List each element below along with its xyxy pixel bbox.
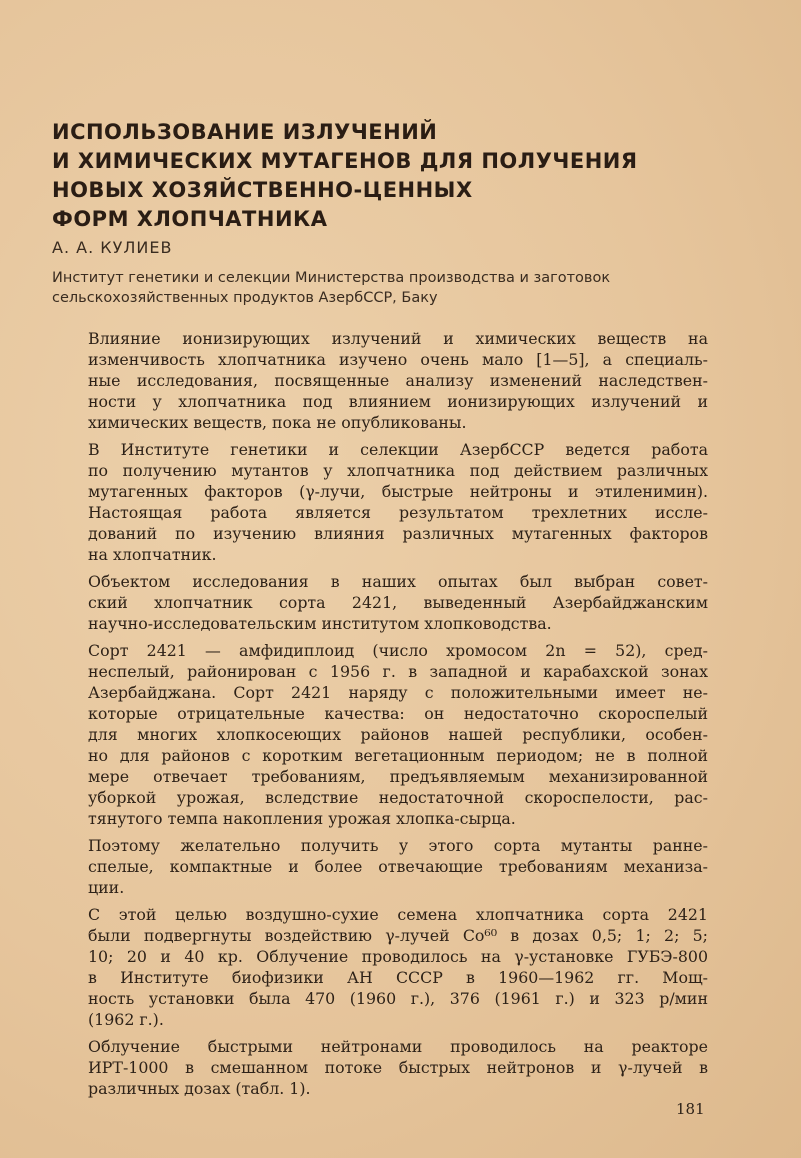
body-line: Облучение быстрыми нейтронами проводилось на реакторе: [88, 1037, 708, 1056]
title-line: И ХИМИЧЕСКИХ МУТАГЕНОВ ДЛЯ ПОЛУЧЕНИЯ: [52, 149, 638, 173]
body-line: (1962 г.).: [88, 1010, 164, 1029]
body-line: химических веществ, пока не опубликованы.: [88, 413, 467, 432]
body-line: которые отрицательные качества: он недостаточно скороспелый: [88, 704, 708, 723]
body-line: спелые, компактные и более отвечающие требованиям механиза-: [88, 857, 708, 876]
body-paragraph: [88, 328, 708, 433]
title-line: ИСПОЛЬЗОВАНИЕ ИЗЛУЧЕНИЙ: [52, 120, 438, 144]
body-line: В Институте генетики и селекции АзербССР ведется работа: [88, 440, 708, 459]
body-line: на хлопчатник.: [88, 545, 217, 564]
affiliation-line: сельскохозяйственных продуктов АзербССР, Баку: [52, 290, 438, 306]
body-line: ский хлопчатник сорта 2421, выведенный Азербайджанским: [88, 593, 708, 612]
body-line: мере отвечает требованиям, предъявляемым механизированной: [88, 767, 708, 786]
page-number: 181: [676, 1100, 705, 1118]
body-line: по получению мутантов у хлопчатника под действием различных: [88, 461, 708, 480]
body-line: научно-исследовательским институтом хлопководства.: [88, 614, 552, 633]
body-line: ные исследования, посвященные анализу изменений наследствен-: [88, 371, 708, 390]
body-paragraph: [88, 571, 708, 634]
body-line: были подвергнуты воздействию γ-лучей Co⁶⁰ в дозах 0,5; 1; 2; 5;: [88, 926, 708, 945]
body-line: изменчивость хлопчатника изучено очень мало [1—5], а специаль-: [88, 350, 708, 369]
body-line: Настоящая работа является результатом трехлетних иссле-: [88, 503, 708, 522]
body-paragraph: [88, 835, 708, 898]
body-line: Объектом исследования в наших опытах был выбран совет-: [88, 572, 708, 591]
body-line: ции.: [88, 878, 125, 897]
body-line: ность установки была 470 (1960 г.), 376 (1961 г.) и 323 р/мин: [88, 989, 708, 1008]
title-line: ФОРМ ХЛОПЧАТНИКА: [52, 207, 328, 231]
body-line: С этой целью воздушно-сухие семена хлопчатника сорта 2421: [88, 905, 708, 924]
body-line: дований по изучению влияния различных мутагенных факторов: [88, 524, 708, 543]
body-paragraph: [88, 1036, 708, 1099]
author-affiliation: [52, 268, 692, 308]
body-line: неспелый, районирован с 1956 г. в западной и карабахской зонах: [88, 662, 708, 681]
body-paragraph: [88, 640, 708, 829]
article-title: [52, 118, 692, 234]
body-line: для многих хлопкосеющих районов нашей республики, особен-: [88, 725, 708, 744]
body-line: но для районов с коротким вегетационным периодом; не в полной: [88, 746, 708, 765]
author-name: А. А. КУЛИЕВ: [52, 238, 173, 257]
body-line: ИРТ-1000 в смешанном потоке быстрых нейтронов и γ-лучей в: [88, 1058, 708, 1077]
body-line: Влияние ионизирующих излучений и химических веществ на: [88, 329, 708, 348]
body-line: 10; 20 и 40 кр. Облучение проводилось на γ-установке ГУБЭ-800: [88, 947, 708, 966]
body-line: различных дозах (табл. 1).: [88, 1079, 311, 1098]
body-line: мутагенных факторов (γ-лучи, быстрые нейтроны и этиленимин).: [88, 482, 708, 501]
body-line: Поэтому желательно получить у этого сорта мутанты ранне-: [88, 836, 708, 855]
body-paragraph: [88, 439, 708, 565]
body-line: Сорт 2421 — амфидиплоид (число хромосом 2n = 52), сред-: [88, 641, 708, 660]
article-body: [88, 328, 708, 1105]
body-line: Азербайджана. Сорт 2421 наряду с положительными имеет не-: [88, 683, 708, 702]
affiliation-line: Институт генетики и селекции Министерства производства и заготовок: [52, 270, 611, 286]
body-line: в Институте биофизики АН СССР в 1960—1962 гг. Мощ-: [88, 968, 708, 987]
body-line: тянутого темпа накопления урожая хлопка-сырца.: [88, 809, 516, 828]
body-paragraph: [88, 904, 708, 1030]
title-line: НОВЫХ ХОЗЯЙСТВЕННО-ЦЕННЫХ: [52, 178, 473, 202]
body-line: уборкой урожая, вследствие недостаточной скороспелости, рас-: [88, 788, 708, 807]
body-line: ности у хлопчатника под влиянием ионизирующих излучений и: [88, 392, 708, 411]
